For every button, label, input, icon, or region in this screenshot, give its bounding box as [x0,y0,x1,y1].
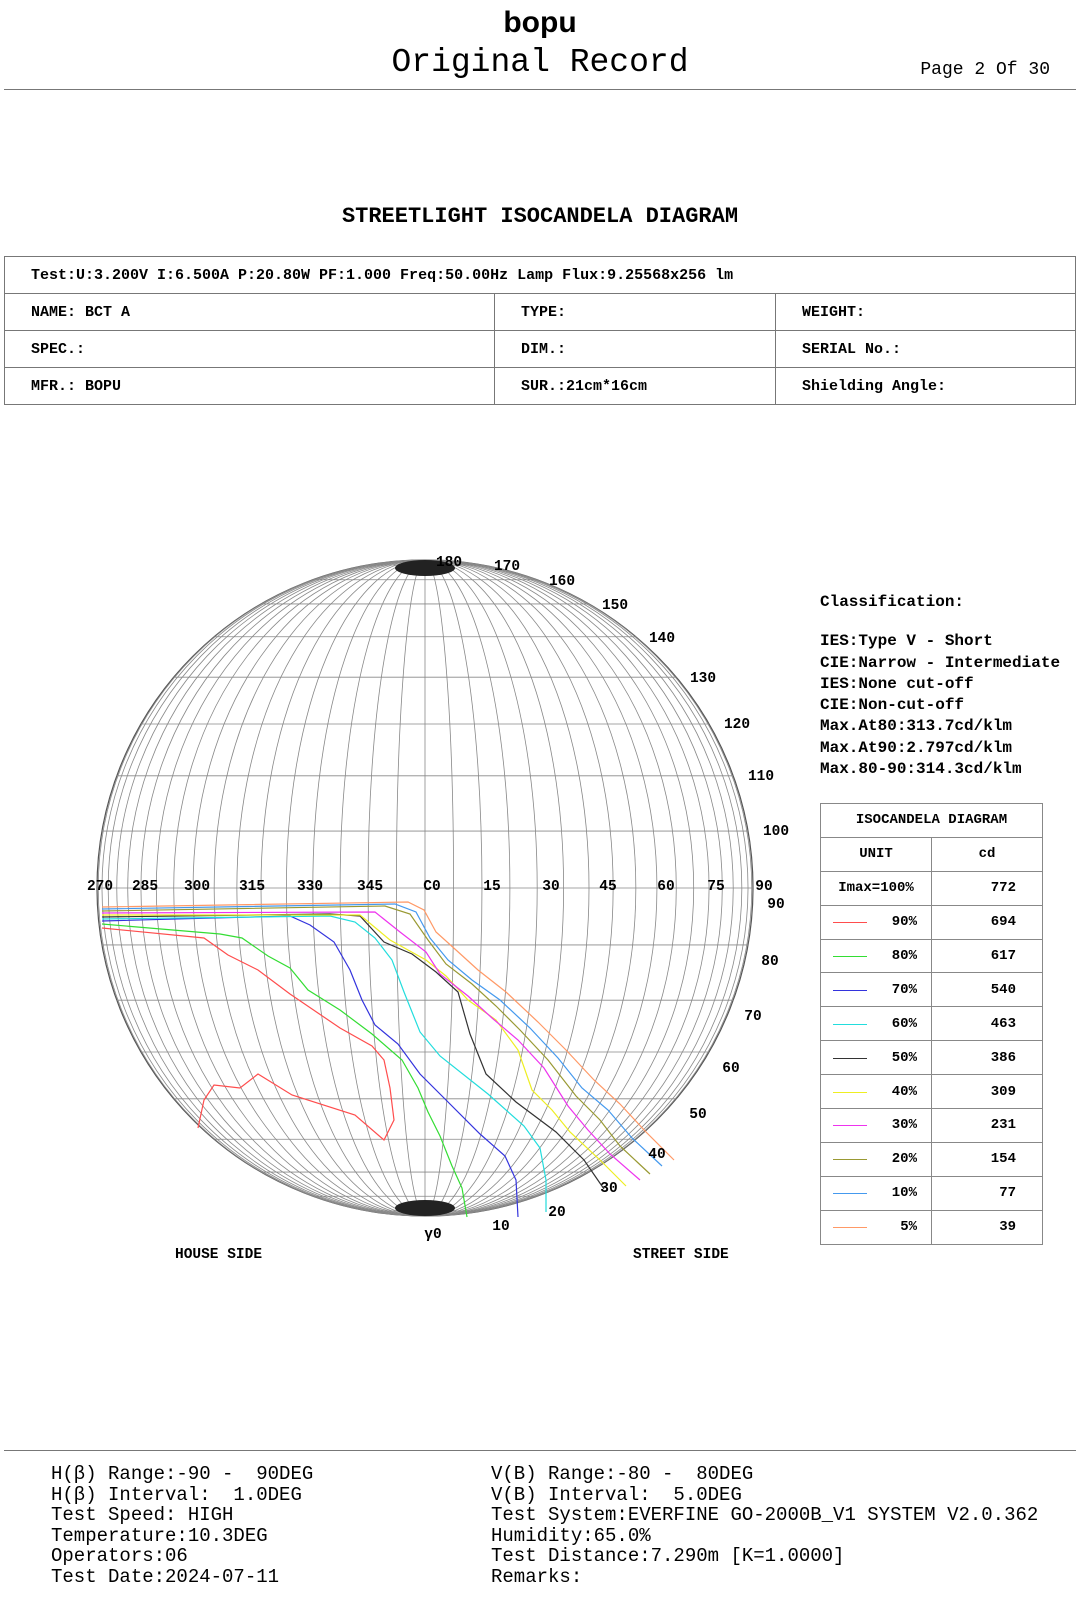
v-angle-label: 120 [723,717,751,733]
v-angle-label: 50 [689,1107,707,1123]
type-field: TYPE: [495,294,776,331]
legend-unit: cd [932,837,1043,871]
legend-title: ISOCANDELA DIAGRAM [821,804,1043,838]
footer-divider [4,1450,1076,1451]
name-field: NAME: BCT A [5,294,495,331]
h-angle-label: 315 [238,879,266,895]
legend-imax-value: 772 [932,871,1043,905]
legend-cd-value: 77 [932,1176,1043,1210]
footer-left [51,1464,313,1588]
v-angle-label: 160 [548,574,576,590]
serial-field: SERIAL No.: [776,331,1076,368]
footer-right [491,1464,1038,1588]
isoline-60pct [102,916,546,1212]
h-angle-label: 60 [657,879,675,895]
pole-bottom [395,1200,455,1216]
footer-line: H(β) Interval: 1.0DEG [51,1483,302,1506]
v-angle-label: 140 [648,631,676,647]
legend-pct: 20% [891,1151,917,1168]
class-line: CIE:Narrow - Intermediate [820,653,1061,672]
v-angle-label: 150 [601,598,629,614]
class-line: IES:None cut-off [820,674,974,693]
page-number: Page 2 Of 30 [920,60,1050,80]
footer-line: Humidity:65.0% [491,1524,651,1547]
legend-imax-label: Imax=100% [821,871,932,905]
footer-line: V(B) Interval: 5.0DEG [491,1483,742,1506]
h-angle-label: 45 [599,879,617,895]
h-angle-label: 300 [183,879,211,895]
class-line: Max.At80:313.7cd/klm [820,717,1013,736]
legend-row [821,1142,1043,1176]
legend-row [821,939,1043,973]
isoline-10pct [102,904,662,1166]
legend-swatch [833,1227,867,1228]
legend-level [821,1109,932,1143]
h-angle-label: 345 [356,879,384,895]
v-angle-label: 30 [600,1181,618,1197]
class-line: IES:Type V - Short [820,632,993,651]
v-angle-label: 100 [762,824,790,840]
house-side-label: HOUSE SIDE [175,1247,263,1263]
spec-field: SPEC.: [5,331,495,368]
h-angle-label: 330 [296,879,324,895]
legend-level [821,973,932,1007]
legend-cd-value: 540 [932,973,1043,1007]
mfr-field: MFR.: BOPU [5,368,495,405]
h-angle-label: 75 [707,879,725,895]
legend-swatch [833,1193,867,1194]
legend-row [821,1041,1043,1075]
isocandela-chart [0,540,800,1280]
v-angle-label: 60 [722,1061,740,1077]
footer-line: Temperature:10.3DEG [51,1524,268,1547]
legend-level [821,1142,932,1176]
legend-level [821,1176,932,1210]
sur-field: SUR.:21cm*16cm [495,368,776,405]
legend-row [821,1210,1043,1244]
legend-swatch [833,922,867,923]
legend-pct: 70% [891,981,917,998]
legend-pct: 10% [891,1185,917,1202]
brand-logo: bopu [503,6,577,39]
classification-block [820,592,1060,780]
legend-pct: 90% [891,914,917,931]
legend-level [821,939,932,973]
class-line: CIE:Non-cut-off [820,696,965,715]
legend-row [821,1109,1043,1143]
legend-cd-value: 309 [932,1075,1043,1109]
h-angle-label: 90 [755,879,773,895]
v-angle-label: 10 [492,1219,510,1235]
v-angle-label: 170 [493,559,521,575]
legend-swatch [833,1159,867,1160]
info-table [4,256,1076,405]
diagram-title: STREETLIGHT ISOCANDELA DIAGRAM [341,204,739,229]
h-angle-label: 15 [483,879,501,895]
v-angle-label: 20 [548,1205,566,1221]
weight-field: WEIGHT: [776,294,1076,331]
legend-cd-value: 463 [932,1007,1043,1041]
legend-row [821,905,1043,939]
isocandela-legend [820,803,1043,1245]
legend-row [821,1176,1043,1210]
footer-line: Test Speed: HIGH [51,1504,234,1527]
document-title: Original Record [391,44,689,81]
footer-line: H(β) Range:-90 - 90DEG [51,1463,314,1485]
v-angle-label: 40 [648,1147,666,1163]
legend-swatch [833,956,867,957]
legend-level [821,1075,932,1109]
class-line: Max.80-90:314.3cd/klm [820,760,1022,779]
legend-pct: 50% [891,1049,917,1066]
legend-pct: 5% [900,1219,917,1236]
legend-cd-value: 154 [932,1142,1043,1176]
legend-level [821,1210,932,1244]
legend-pct: 80% [891,948,917,964]
h-angle-label: 30 [542,879,560,895]
legend-row [821,1007,1043,1041]
legend-pct: 60% [891,1015,917,1032]
v-angle-label: 130 [689,671,717,687]
shielding-field: Shielding Angle: [776,368,1076,405]
footer-line: Test System:EVERFINE GO-2000B_V1 SYSTEM V2.0.362 [491,1504,1039,1527]
legend-pct: 30% [891,1117,917,1134]
dim-field: DIM.: [495,331,776,368]
legend-swatch [833,990,867,991]
legend-cd-value: 39 [932,1210,1043,1244]
isoline-90pct [102,928,394,1140]
street-side-label: STREET SIDE [633,1247,729,1263]
legend-level [821,905,932,939]
legend-swatch [833,1125,867,1126]
legend-row [821,1075,1043,1109]
legend-level [821,1007,932,1041]
isolines [102,902,674,1217]
v-angle-label: γ0 [424,1227,442,1243]
v-angle-label: 70 [744,1009,762,1025]
v-angle-label: 180 [435,555,463,571]
h-angle-label: 270 [86,879,114,895]
legend-swatch [833,1058,867,1059]
v-angle-label: 80 [761,954,779,970]
footer-line: Operators:06 [51,1545,188,1568]
legend-swatch [833,1024,867,1025]
test-conditions: Test:U:3.200V I:6.500A P:20.80W PF:1.000 Freq:50.00Hz Lamp Flux:9.25568x256 lm [5,257,1076,294]
legend-cd-value: 617 [932,939,1043,973]
footer-line: V(B) Range:-80 - 80DEG [491,1463,754,1485]
footer-line: Test Distance:7.290m [K=1.0000] [491,1545,845,1568]
legend-swatch [833,1092,867,1093]
h-angle-label: 285 [131,879,159,895]
legend-cd-value: 386 [932,1041,1043,1075]
footer-line: Test Date:2024-07-11 [51,1565,280,1588]
legend-pct: 40% [891,1083,917,1100]
legend-row [821,973,1043,1007]
isoline-40pct [102,915,626,1186]
header-divider [4,89,1076,90]
legend-cd-value: 231 [932,1109,1043,1143]
legend-cd-value: 694 [932,905,1043,939]
class-line: Max.At90:2.797cd/klm [820,738,1013,757]
h-angle-label: C0 [423,879,441,895]
legend-level [821,1041,932,1075]
v-angle-label: 90 [767,897,785,913]
footer-line: Remarks: [491,1565,583,1588]
classification-title: Classification: [820,593,965,611]
legend-unit-label: UNIT [821,837,932,871]
v-angle-label: 110 [747,769,775,785]
